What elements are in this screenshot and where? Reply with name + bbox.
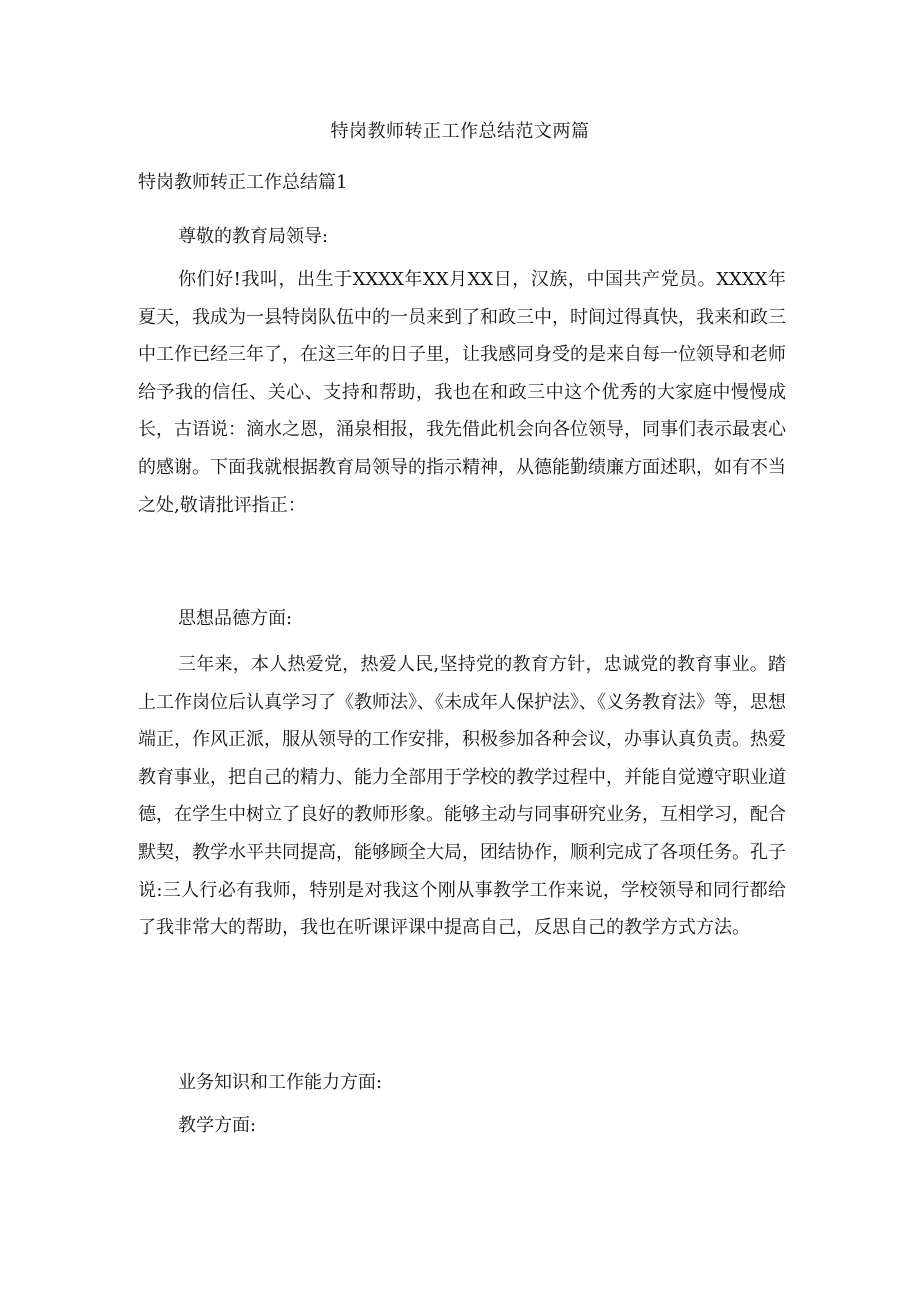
document-title: 特岗教师转正工作总结范文两篇 (330, 121, 590, 142)
section-heading: 特岗教师转正工作总结篇1 (138, 172, 348, 193)
skill-heading: 业务知识和工作能力方面: (178, 1072, 383, 1093)
greeting-paragraph: 尊敬的教育局领导: (178, 226, 329, 247)
intro-paragraph: 你们好!我叫，出生于XXXX年XX月XX日，汉族，中国共产党员。XXXX年夏天，我成为一县特岗队伍中的一员来到了和政三中，时间过得真快，我来和政三中工作已经三年了，在这三年的日子里，让我感同身受的是来自每一位领导和老师给予我的信任、关心、支持和帮助，我也在和政三中这个优秀的大家庭中慢慢成长，古语说：滴水之恩，涌泉相报，我先借此机会向各位领导，同事们表示最衷心的感谢。下面我就根据教育局领导的指示精神，从德能勤绩廉方面述职，如有不当之处,敬请批评指正： (138, 269, 786, 516)
moral-paragraph: 三年来，本人热爱党，热爱人民,坚持党的教育方针，忠诚党的教育事业。踏上工作岗位后认真学习了《教师法》、《未成年人保护法》、《义务教育法》等，思想端正，作风正派，服从领导的工作安排，积极参加各种会议，办事认真负责。热爱教育事业，把自己的精力、能力全部用于学校的教学过程中，并能自觉遵守职业道德，在学生中树立了良好的教师形象。能够主动与同事研究业务，互相学习，配合默契，教学水平共同提高，能够顾全大局，团结协作，顺利完成了各项任务。孔子说:三人行必有我师，特别是对我这个刚从事教学工作来说，学校领导和同行都给了我非常大的帮助，我也在听课评课中提高自己，反思自己的教学方式方法。 (138, 654, 786, 939)
teaching-heading: 教学方面: (178, 1115, 257, 1136)
moral-heading: 思想品德方面: (178, 608, 293, 629)
